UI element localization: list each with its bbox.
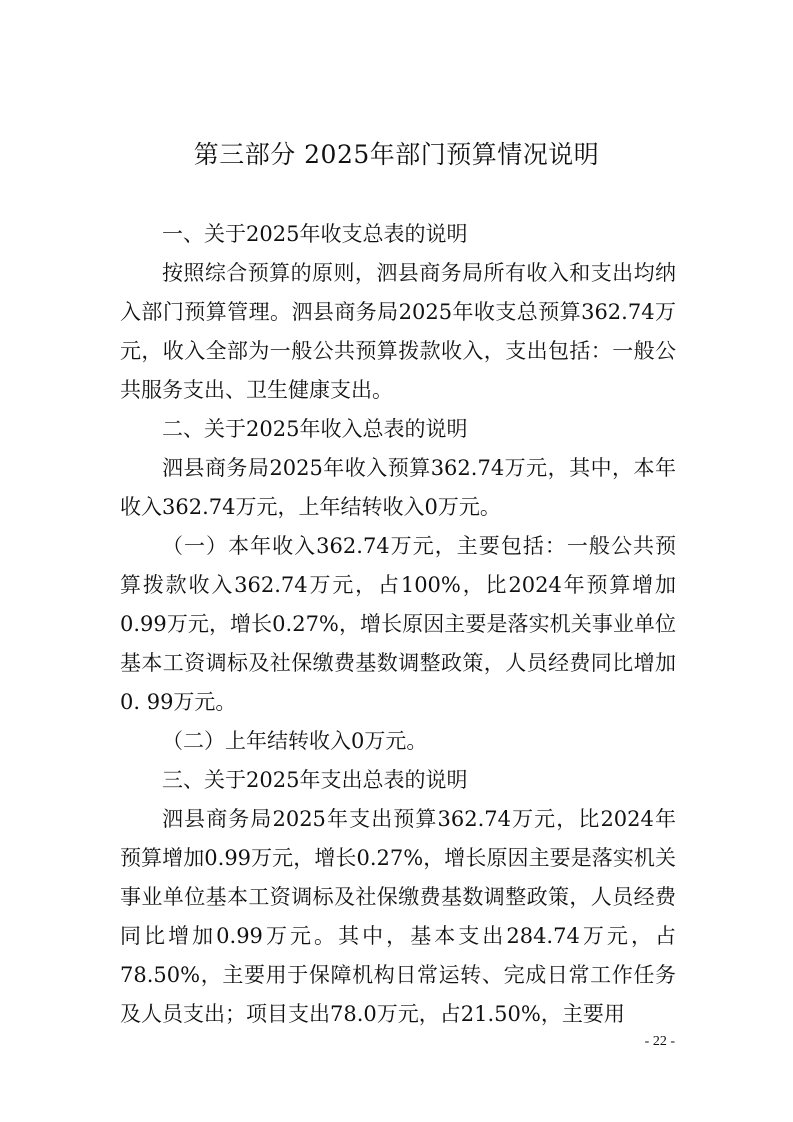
document-body (120, 215, 676, 1034)
paragraph-3: （一）本年收入362.74万元，主要包括：一般公共预算拨款收入362.74万元，占100%，比2024年预算增加0.99万元，增长0.27%，增长原因主要是落实机关事业单位基本工资调标及社保缴费基数调整政策，人员经费同比增加0. 99万元。 (120, 534, 676, 714)
paragraph-1: 按照综合预算的原则，泗县商务局所有收入和支出均纳入部门预算管理。泗县商务局2025年收支总预算362.74万元，收入全部为一般公共预算拨款收入，支出包括：一般公共服务支出、卫生健康支出。 (120, 261, 676, 402)
section-heading-1: 一、关于2025年收支总表的说明 (162, 222, 468, 246)
page-title: 第三部分 2025年部门预算情况说明 (193, 140, 600, 169)
paragraph-5: 泗县商务局2025年支出预算362.74万元，比2024年预算增加0.99万元，增长0.27%，增长原因主要是落实机关事业单位基本工资调标及社保缴费基数调整政策，人员经费同比增加0.99万元。其中，基本支出284.74万元，占78.50%，主要用于保障机构日常运转、完成日常工作任务及人员支出；项目支出78.0万元，占21.50%，主要用 (120, 807, 676, 1026)
section-heading-2: 二、关于2025年收入总表的说明 (162, 417, 468, 441)
page-number: - 22 - (644, 1034, 675, 1049)
paragraph-4: （二）上年结转收入0万元。 (162, 729, 428, 753)
section-heading-3: 三、关于2025年支出总表的说明 (162, 768, 468, 792)
paragraph-2: 泗县商务局2025年收入预算362.74万元，其中，本年收入362.74万元，上年结转收入0万元。 (120, 456, 676, 519)
